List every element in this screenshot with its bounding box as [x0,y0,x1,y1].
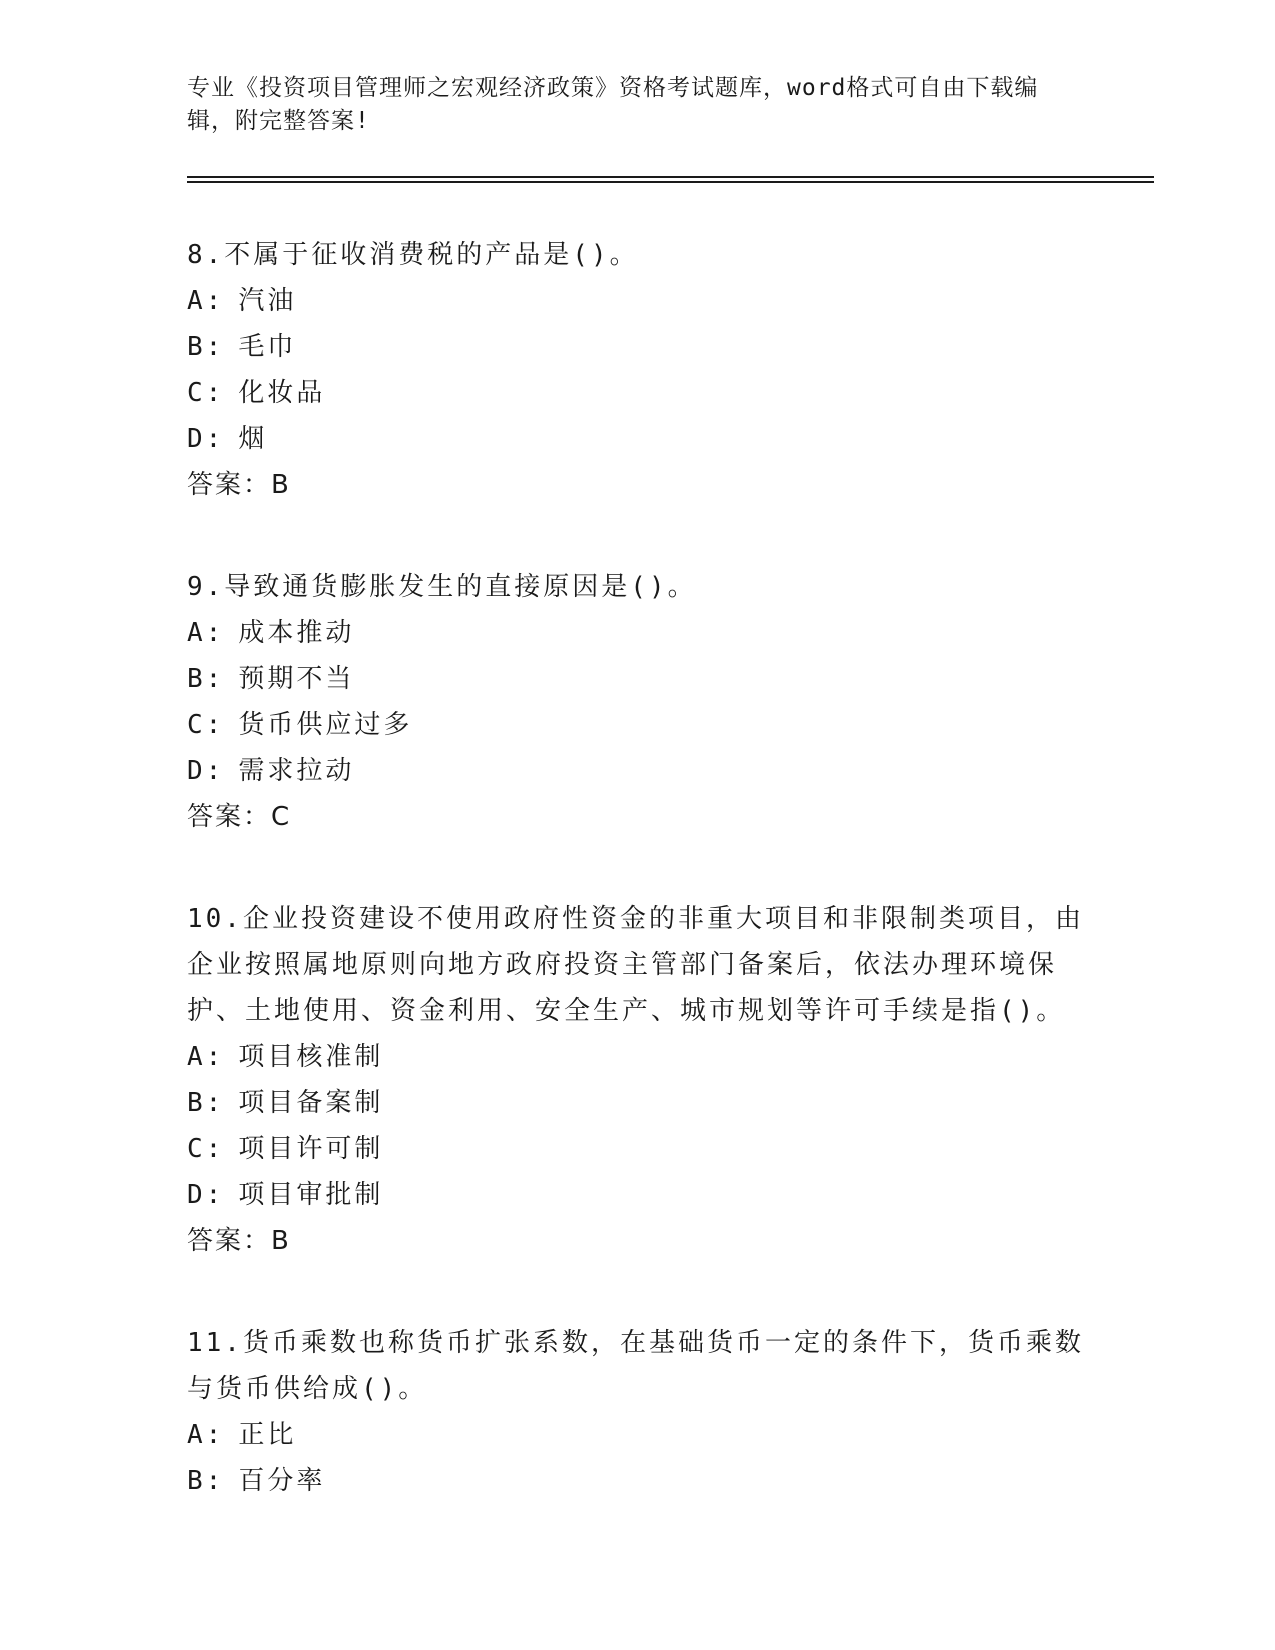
question-spacer [187,1264,1087,1320]
question-spacer [187,508,1087,564]
option-key: A: [187,286,225,316]
option-c [187,702,1087,748]
question-stem-line: 10.企业投资建设不使用政府性资金的非重大项目和非限制类项目，由 [187,904,1084,934]
option-a [187,610,1087,656]
option-a [187,278,1087,324]
option-text: 毛巾 [238,332,297,362]
question-stem-line: 护、土地使用、资金利用、安全生产、城市规划等许可手续是指()。 [187,996,1066,1026]
option-text: 项目审批制 [238,1180,384,1210]
option-text: 正比 [238,1420,297,1450]
option-key: D: [187,756,225,786]
option-c [187,370,1087,416]
option-text: 项目备案制 [238,1088,384,1118]
question-stem-line: 11.货币乘数也称货币扩张系数，在基础货币一定的条件下，货币乘数 [187,1328,1084,1358]
option-d [187,1172,1087,1218]
question-list [187,232,1087,1504]
question-stem-line: 企业按照属地原则向地方政府投资主管部门备案后，依法办理环境保 [187,950,1058,980]
question-9 [187,564,1087,840]
option-key: C: [187,1134,225,1164]
option-text: 项目许可制 [238,1134,384,1164]
option-text: 需求拉动 [238,756,355,786]
option-b [187,324,1087,370]
option-key: D: [187,1180,225,1210]
option-key: A: [187,1042,225,1072]
header-divider-bottom [187,181,1154,183]
option-key: B: [187,1466,225,1496]
option-text: 化妆品 [238,378,326,408]
header-line-2: 辑，附完整答案! [187,108,370,134]
option-text: 汽油 [238,286,297,316]
question-stem: 8.不属于征收消费税的产品是()。 [187,240,639,270]
option-text: 预期不当 [238,664,355,694]
question-8 [187,232,1087,508]
option-key: B: [187,332,225,362]
option-b [187,1458,1087,1504]
option-key: C: [187,378,225,408]
question-11 [187,1320,1087,1504]
question-spacer [187,840,1087,896]
option-text: 烟 [238,424,268,454]
option-text: 项目核准制 [238,1042,384,1072]
answer-line: 答案：C [187,802,292,832]
option-key: D: [187,424,225,454]
option-key: B: [187,1088,225,1118]
option-key: A: [187,1420,225,1450]
question-10 [187,896,1087,1264]
option-text: 成本推动 [238,618,355,648]
header-divider-top [187,176,1154,178]
option-d [187,416,1087,462]
option-a [187,1034,1087,1080]
document-header [187,72,1087,138]
header-line-1: 专业《投资项目管理师之宏观经济政策》资格考试题库，word格式可自由下载编 [187,75,1039,101]
option-text: 百分率 [238,1466,326,1496]
option-key: A: [187,618,225,648]
option-a [187,1412,1087,1458]
option-c [187,1126,1087,1172]
answer-line: 答案：B [187,470,291,500]
option-b [187,656,1087,702]
option-b [187,1080,1087,1126]
option-d [187,748,1087,794]
option-text: 货币供应过多 [238,710,413,740]
option-key: B: [187,664,225,694]
answer-line: 答案：B [187,1226,291,1256]
option-key: C: [187,710,225,740]
question-stem: 9.导致通货膨胀发生的直接原因是()。 [187,572,697,602]
question-stem-line: 与货币供给成()。 [187,1374,428,1404]
